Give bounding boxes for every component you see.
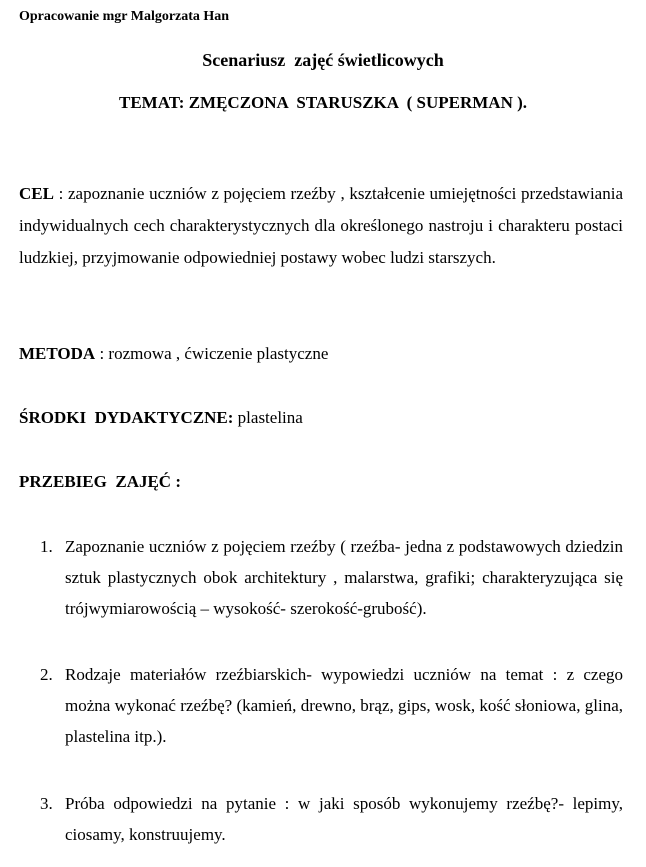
document-title: Scenariusz zajęć świetlicowych [202, 50, 444, 70]
goal-label: CEL [19, 184, 54, 203]
materials-paragraph [19, 402, 623, 434]
materials-label: ŚRODKI DYDAKTYCZNE: [19, 408, 234, 427]
lesson-topic: TEMAT: ZMĘCZONA STARUSZKA ( SUPERMAN ). [118, 93, 528, 112]
list-item-text: Zapoznanie uczniów z pojęciem rzeźby ( rzeźba- jedna z podstawowych dziedzin sztuk plastycznych obok architektury , malarstwa, grafiki; charakteryzująca się trójwymiarowością – wysokość- szerokość-grubość). [65, 537, 623, 618]
materials-text: plastelina [233, 408, 303, 427]
list-item-number: 2. [40, 665, 53, 684]
list-item [40, 659, 623, 752]
method-label: METODA [19, 344, 96, 363]
list-item-number: 3. [40, 794, 53, 813]
list-item-text: Rodzaje materiałów rzeźbiarskich- wypowiedzi uczniów na temat : z czego można wykonać rzeźbę? (kamień, drewno, brąz, gips, wosk, kość słoniowa, glina, plastelina itp.). [65, 665, 623, 746]
procedure-heading: PRZEBIEG ZAJĘĆ : [19, 472, 181, 491]
goal-text: : zapoznanie uczniów z pojęciem rzeźby , kształcenie umiejętności przedstawiania indywidualnych cech charakterystycznych dla określonego nastroju i charakteru postaci ludzkiej, przyjmowanie odpowiedniej postawy wobec ludzi starszych. [19, 184, 623, 267]
list-item [40, 531, 623, 624]
goal-paragraph [19, 178, 623, 274]
method-text: : rozmowa , ćwiczenie plastyczne [95, 344, 329, 363]
list-item [40, 788, 623, 850]
method-paragraph [19, 338, 623, 370]
author-line: Opracowanie mgr Malgorzata Han [19, 9, 230, 24]
list-item-number: 1. [40, 537, 53, 556]
list-item-text: Próba odpowiedzi na pytanie : w jaki sposób wykonujemy rzeźbę?- lepimy, ciosamy, konstruujemy. [65, 794, 623, 844]
